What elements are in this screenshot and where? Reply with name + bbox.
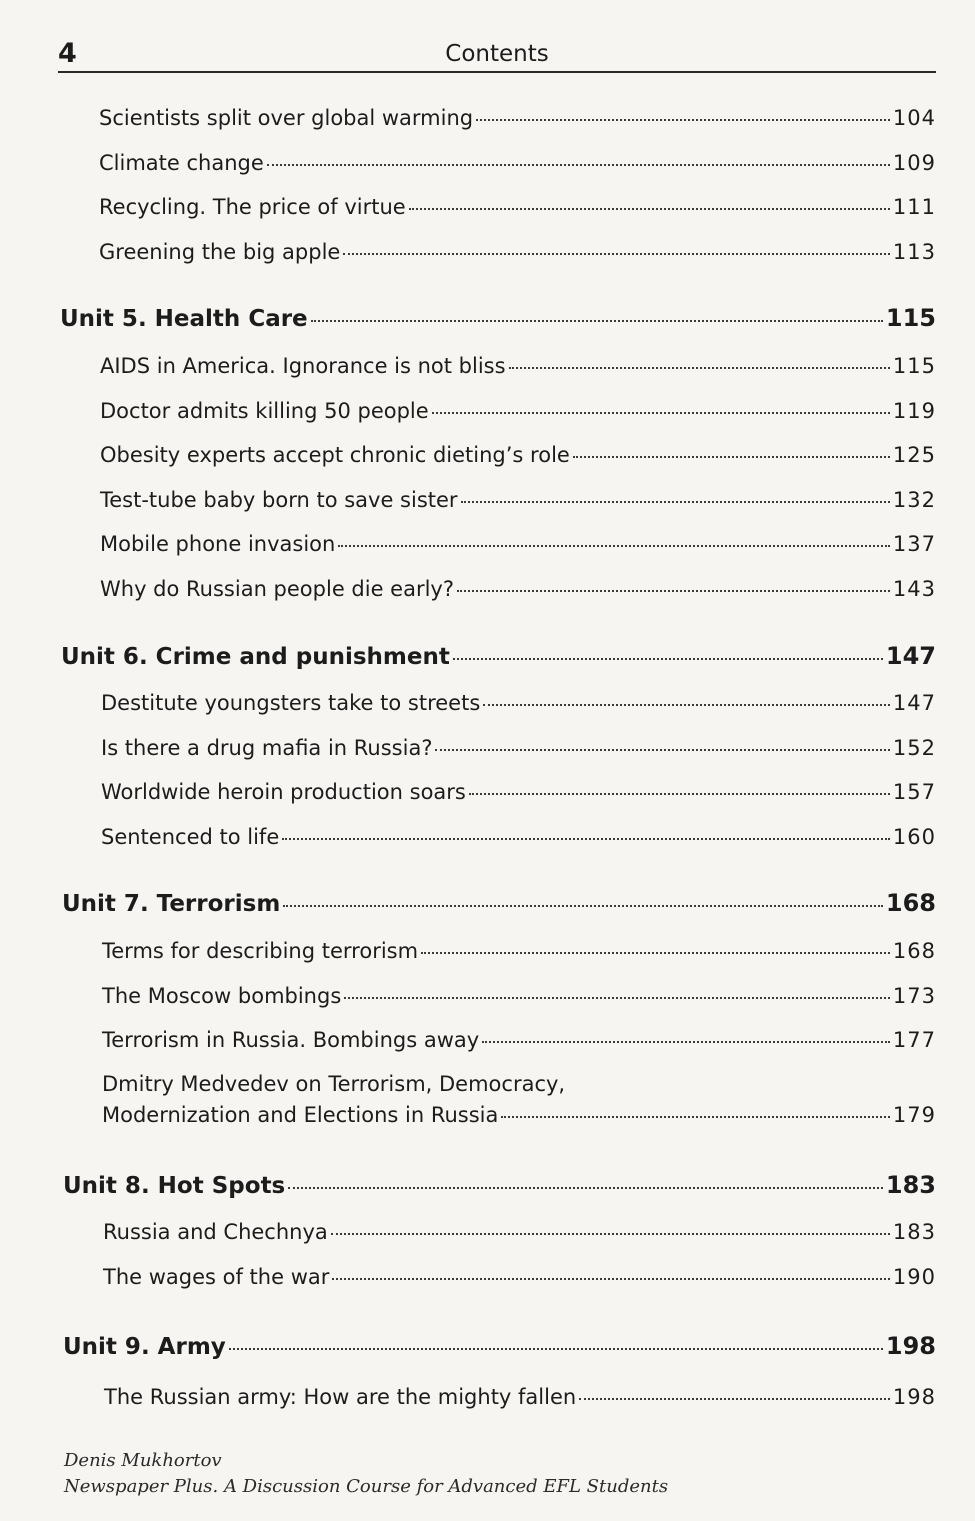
toc-unit-heading	[63, 1331, 936, 1362]
toc-entry-page: 190	[892, 1265, 936, 1289]
leader-dots	[267, 164, 890, 166]
toc-entry-page: 111	[892, 195, 936, 219]
leader-dots	[482, 1041, 890, 1043]
leader-dots	[435, 749, 889, 751]
leader-dots	[282, 838, 890, 840]
toc-entry-title: AIDS in America. Ignorance is not bliss	[100, 354, 506, 378]
toc-entry-title: Obesity experts accept chronic dieting’s role	[100, 443, 570, 467]
toc-entry	[101, 778, 936, 806]
toc-entry-page: 168	[892, 939, 936, 963]
toc-entry-title: Terms for describing terrorism	[102, 939, 419, 963]
leader-dots	[579, 1398, 890, 1400]
toc-entry-page: 109	[892, 151, 936, 175]
toc-entry-title: Recycling. The price of virtue	[99, 195, 406, 219]
leader-dots	[509, 367, 890, 369]
toc-entry	[100, 530, 936, 558]
leader-dots	[288, 1187, 883, 1189]
toc-entry-page: 132	[892, 488, 936, 512]
leader-dots	[409, 208, 890, 210]
toc-entry-title: Greening the big apple	[99, 240, 341, 264]
toc-entry	[99, 104, 936, 132]
toc-entry-title: Test-tube baby born to save sister	[100, 488, 458, 512]
footer-book-title: Newspaper Plus. A Discussion Course for Advanced EFL Students	[64, 1476, 669, 1497]
unit-page: 147	[885, 642, 936, 670]
leader-dots	[469, 793, 890, 795]
toc-entry	[101, 689, 936, 717]
toc-entry	[101, 823, 936, 851]
toc-entry-page: 119	[892, 399, 936, 423]
unit-page: 115	[885, 304, 936, 332]
toc-entry-title: Scientists split over global warming	[99, 106, 474, 130]
toc-entry-page: 152	[892, 736, 936, 760]
toc-entry-page: 115	[892, 354, 936, 378]
leader-dots	[483, 704, 890, 706]
toc-entry	[99, 193, 936, 221]
toc-entry-page: 157	[892, 780, 936, 804]
toc-entry	[100, 352, 936, 380]
toc-entry-page: 160	[892, 825, 936, 849]
leader-dots	[432, 412, 890, 414]
toc-entry-page: 104	[892, 106, 936, 130]
leader-dots	[573, 456, 890, 458]
toc-entry	[102, 1026, 936, 1054]
toc-unit-heading	[62, 888, 936, 919]
page-footer	[64, 1448, 668, 1500]
leader-dots	[476, 119, 890, 121]
toc-entry-title: Mobile phone invasion	[100, 532, 336, 556]
toc-entry-page: 143	[892, 577, 936, 601]
unit-page: 198	[885, 1332, 936, 1360]
header-rule	[58, 71, 936, 73]
toc-entry	[100, 575, 936, 603]
toc-entry-title: Why do Russian people die early?	[100, 577, 455, 601]
toc-entry	[103, 1218, 936, 1246]
toc-unit-heading	[61, 641, 936, 672]
leader-dots	[457, 590, 890, 592]
unit-title: Unit 6. Crime and punishment	[61, 644, 450, 670]
toc-entry-title: Is there a drug mafia in Russia?	[101, 736, 433, 760]
toc-entry	[100, 441, 936, 469]
toc-entry	[99, 149, 936, 177]
toc-entry	[101, 734, 936, 762]
leader-dots	[343, 253, 890, 255]
toc-entry-title: Climate change	[99, 151, 264, 175]
leader-dots	[283, 905, 883, 907]
toc-entry-title: Destitute youngsters take to streets	[101, 691, 481, 715]
leader-dots	[453, 658, 883, 660]
unit-title: Unit 7. Terrorism	[62, 891, 281, 917]
toc-entry-multiline	[102, 1069, 936, 1131]
toc-entry-line2	[102, 1100, 936, 1131]
toc-entry-page: 173	[892, 984, 936, 1008]
leader-dots	[311, 320, 883, 322]
unit-title: Unit 8. Hot Spots	[63, 1173, 286, 1199]
toc-entry-title: Doctor admits killing 50 people	[100, 399, 429, 423]
leader-dots	[331, 1233, 890, 1235]
toc-entry-title: The Russian army: How are the mighty fallen	[104, 1385, 577, 1409]
toc-entry-title-line2: Modernization and Elections in Russia	[102, 1103, 499, 1127]
leader-dots	[344, 997, 890, 999]
toc-entry-page: 113	[892, 240, 936, 264]
leader-dots	[421, 952, 890, 954]
toc-entry	[100, 486, 936, 514]
toc-entry-page: 183	[892, 1220, 936, 1244]
toc-entry	[104, 1383, 936, 1411]
toc-entry-page: 147	[892, 691, 936, 715]
leader-dots	[461, 501, 890, 503]
toc-entry-title: The wages of the war	[103, 1265, 330, 1289]
toc-entry-page: 125	[892, 443, 936, 467]
toc-entry-page: 137	[892, 532, 936, 556]
running-title: Contents	[445, 41, 549, 67]
unit-title: Unit 9. Army	[63, 1334, 226, 1360]
toc-entry	[103, 1263, 936, 1291]
leader-dots	[338, 545, 890, 547]
toc-entry-page: 198	[892, 1385, 936, 1409]
leader-dots	[229, 1348, 883, 1350]
toc-entry-title: Worldwide heroin production soars	[101, 780, 466, 804]
toc-entry-title: Sentenced to life	[101, 825, 280, 849]
toc-entry	[102, 937, 936, 965]
toc-entry-title: The Moscow bombings	[102, 984, 342, 1008]
toc-entry	[100, 397, 936, 425]
page-number: 4	[58, 38, 77, 69]
unit-title: Unit 5. Health Care	[60, 306, 308, 332]
toc-entry	[99, 238, 936, 266]
toc-unit-heading	[63, 1170, 936, 1201]
leader-dots	[501, 1116, 890, 1118]
leader-dots	[332, 1278, 890, 1280]
unit-page: 168	[885, 889, 936, 917]
unit-page: 183	[885, 1171, 936, 1199]
footer-author: Denis Mukhortov	[64, 1450, 222, 1471]
toc-entry-title: Russia and Chechnya	[103, 1220, 328, 1244]
toc-entry-page: 179	[892, 1103, 936, 1127]
toc-entry-title-line1: Dmitry Medvedev on Terrorism, Democracy,	[102, 1072, 566, 1096]
toc-entry-title: Terrorism in Russia. Bombings away	[102, 1028, 480, 1052]
toc-unit-heading	[60, 303, 936, 334]
toc-entry-page: 177	[892, 1028, 936, 1052]
toc-entry	[102, 982, 936, 1010]
page-header	[58, 36, 936, 72]
